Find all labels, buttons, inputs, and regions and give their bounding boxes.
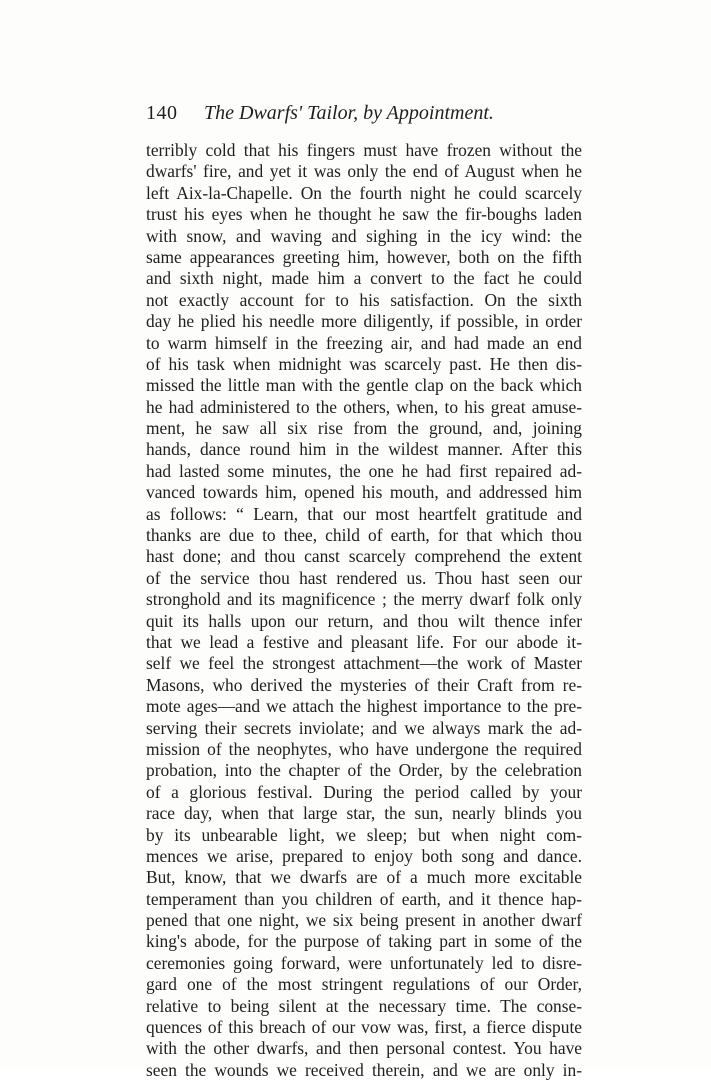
text-line: and sixth night, made him a convert to the fact he could (146, 268, 582, 289)
text-line: terribly cold that his fingers must have frozen without the (146, 140, 582, 160)
text-line: had lasted some minutes, the one he had first repaired ad- (146, 460, 582, 481)
text-line: gard one of the most stringent regulations of our Order, (146, 974, 582, 995)
text-line: trust his eyes when he thought he saw the fir-boughs laden (146, 204, 582, 225)
text-line: of the service thou hast rendered us. Thou hast seen our (146, 567, 582, 588)
text-line: to warm himself in the freezing air, and had made an end (146, 332, 582, 353)
text-line: quit its halls upon our return, and thou wilt thence infer (146, 610, 582, 631)
running-title: The Dwarfs' Tailor, by Appointment. (204, 102, 494, 124)
text-line: as follows: “ Learn, that our most heartfelt gratitude and (146, 503, 582, 524)
text-line: self we feel the strongest attachment—the work of Master (146, 653, 582, 674)
text-line: with snow, and waving and sighing in the icy wind: the (146, 225, 582, 246)
text-line: serving their secrets inviolate; and we always mark the ad- (146, 717, 582, 738)
body-text (146, 140, 582, 1081)
text-line: mences we arise, prepared to enjoy both song and dance. (146, 845, 582, 866)
text-line: day he plied his needle more diligently, if possible, in order (146, 311, 582, 332)
text-line: by its unbearable light, we sleep; but when night com- (146, 824, 582, 845)
text-line: thanks are due to thee, child of earth, for that which thou (146, 525, 582, 546)
text-line: ment, he saw all six rise from the ground, and, joining (146, 418, 582, 439)
text-line: stronghold and its magnificence ; the merry dwarf folk only (146, 589, 582, 610)
text-line: mission of the neophytes, who have undergone the required (146, 738, 582, 759)
text-line: not exactly account for to his satisfaction. On the sixth (146, 289, 582, 310)
text-line: missed the little man with the gentle clap on the back which (146, 375, 582, 396)
text-line: dwarfs' fire, and yet it was only the end of August when he (146, 161, 582, 182)
text-line: relative to being silent at the necessary time. The conse- (146, 995, 582, 1016)
text-line: quences of this breach of our vow was, first, a fierce dispute (146, 1017, 582, 1038)
text-line: same appearances greeting him, however, both on the fifth (146, 246, 582, 267)
text-line: temperament than you children of earth, and it thence hap- (146, 888, 582, 909)
text-line: hast done; and thou canst scarcely comprehend the extent (146, 546, 582, 567)
text-line: But, know, that we dwarfs are of a much more excitable (146, 867, 582, 888)
text-line: ceremonies going forward, were unfortunately led to disre- (146, 952, 582, 973)
text-line: mote ages—and we attach the highest importance to the pre- (146, 696, 582, 717)
text-line: probation, into the chapter of the Order, by the celebration (146, 760, 582, 781)
text-line: of his task when midnight was scarcely past. He then dis- (146, 353, 582, 374)
text-line: pened that one night, we six being present in another dwarf (146, 910, 582, 931)
text-line: with the other dwarfs, and then personal contest. You have (146, 1038, 582, 1059)
text-line: he had administered to the others, when, to his great amuse- (146, 396, 582, 417)
text-line: Masons, who derived the mysteries of their Craft from re- (146, 674, 582, 695)
text-line: of a glorious festival. During the period called by your (146, 781, 582, 802)
page-number: 140 (146, 102, 178, 124)
text-line: hands, dance round him in the wildest manner. After this (146, 439, 582, 460)
text-line: race day, when that large star, the sun, nearly blinds you (146, 803, 582, 824)
text-line: vanced towards him, opened his mouth, and addressed him (146, 482, 582, 503)
text-line: seen the wounds we received therein, and we are only in- (146, 1059, 582, 1080)
text-line: left Aix-la-Chapelle. On the fourth night he could scarcely (146, 182, 582, 203)
text-line: king's abode, for the purpose of taking part in some of the (146, 931, 582, 952)
running-head (146, 102, 706, 132)
text-line: that we lead a festive and pleasant life. For our abode it- (146, 631, 582, 652)
